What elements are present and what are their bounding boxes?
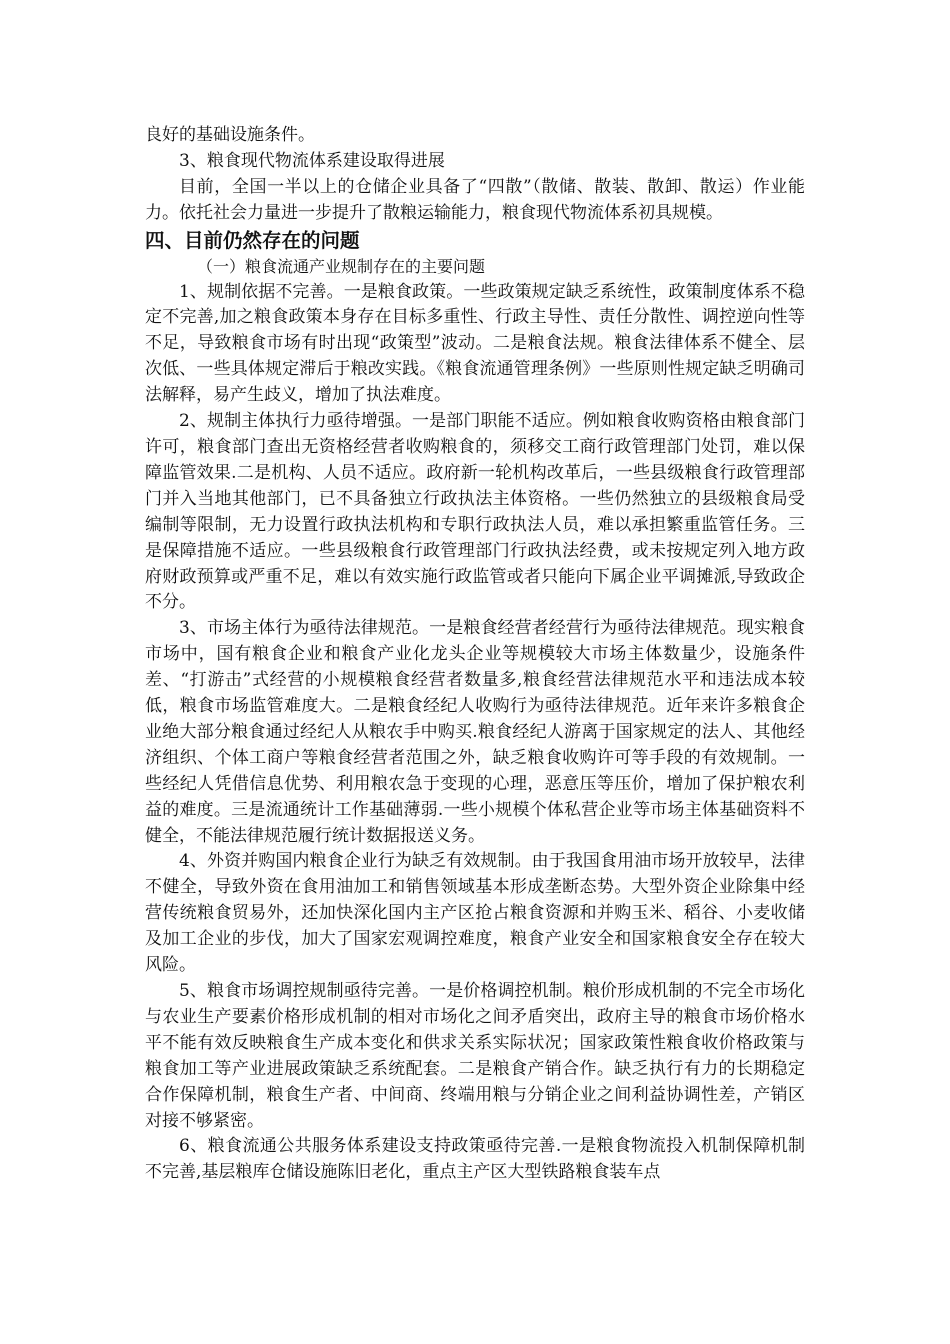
section-heading: 四、目前仍然存在的问题: [145, 228, 360, 252]
paragraph-item-6: 6、粮食流通公共服务体系建设支持政策亟待完善.一是粮食物流投入机制保障机制不完善,基层粮库仓储设施陈旧老化，重点主产区大型铁路粮食装车点: [145, 1136, 805, 1183]
paragraph-item-2: 2、规制主体执行力亟待增强。一是部门职能不适应。例如粮食收购资格由粮食部门许可，粮食部门查出无资格经营者收购粮食的，须移交工商行政管理部门处罚，难以保障监管效果.二是机构、人员不适应。政府新一轮机构改革后，一些县级粮食行政管理部门并入当地其他部门，已不具备独立行政执法主体资格。一些仍然独立的县级粮食局受编制等限制，无力设置行政执法机构和专职行政执法人员，难以承担繁重监管任务。三是保障措施不适应。一些县级粮食行政管理部门行政执法经费，或未按规定列入地方政府财政预算或严重不足，难以有效实施行政监管或者只能向下属企业平调摊派,导致政企不分。: [145, 411, 805, 613]
paragraph-item-1: 1、规制依据不完善。一是粮食政策。一些政策规定缺乏系统性，政策制度体系不稳定不完善,加之粮食政策本身存在目标多重性、行政主导性、责任分散性、调控逆向性等不足，导致粮食市场有时出现“政策型”波动。二是粮食法规。粮食法律体系不健全、层次低、一些具体规定滞后于粮改实践。《粮食流通管理条例》一些原则性规定缺乏明确司法解释，易产生歧义，增加了执法难度。: [145, 281, 805, 406]
paragraph-continuation: 良好的基础设施条件。: [145, 125, 315, 145]
paragraph-item-5: 5、粮食市场调控规制亟待完善。一是价格调控机制。粮价形成机制的不完全市场化与农业生产要素价格形成机制的相对市场化之间矛盾突出，政府主导的粮食市场价格水平不能有效反映粮食生产成本变化和供求关系实际状况；国家政策性粮食收价格政策与粮食加工等产业进展政策缺乏系统配套。二是粮食产销合作。缺乏执行有力的长期稳定合作保障机制，粮食生产者、中间商、终端用粮与分销企业之间利益协调性差，产销区对接不够紧密。: [145, 981, 805, 1131]
paragraph-item-4: 4、外资并购国内粮食企业行为缺乏有效规制。由于我国食用油市场开放较早，法律不健全，导致外资在食用油加工和销售领域基本形成垄断态势。大型外资企业除集中经营传统粮食贸易外，还加快深化国内主产区抢占粮食资源和并购玉米、稻谷、小麦收储及加工企业的步伐，加大了国家宏观调控难度，粮食产业安全和国家粮食安全存在较大风险。: [145, 851, 805, 976]
paragraph-item-3: 3、市场主体行为亟待法律规范。一是粮食经营者经营行为亟待法律规范。现实粮食市场中，国有粮食企业和粮食产业化龙头企业等规模较大市场主体数量少，设施条件差、“打游击”式经营的小规模粮食经营者数量多,粮食经营法律规范水平和违法成本较低，粮食市场监管难度大。二是粮食经纪人收购行为亟待法律规范。近年来许多粮食企业绝大部分粮食通过经纪人从粮农手中购买.粮食经纪人游离于国家规定的法人、其他经济组织、个体工商户等粮食经营者范围之外，缺乏粮食收购许可等手段的有效规制。一些经纪人凭借信息优势、利用粮农急于变现的心理，恶意压等压价，增加了保护粮农利益的难度。三是流通统计工作基础薄弱.一些小规模个体私营企业等市场主体基础资料不健全，不能法律规范履行统计数据报送义务。: [145, 618, 805, 846]
subsection-heading: （一）粮食流通产业规制存在的主要问题: [197, 256, 486, 276]
section-item-logistics: 3、粮食现代物流体系建设取得进展: [179, 150, 445, 171]
document-page: [145, 123, 805, 1186]
paragraph-logistics: 目前，全国一半以上的仓储企业具备了“四散”（散储、散装、散卸、散运）作业能力。依托社会力量进一步提升了散粮运输能力，粮食现代物流体系初具规模。: [145, 176, 805, 223]
